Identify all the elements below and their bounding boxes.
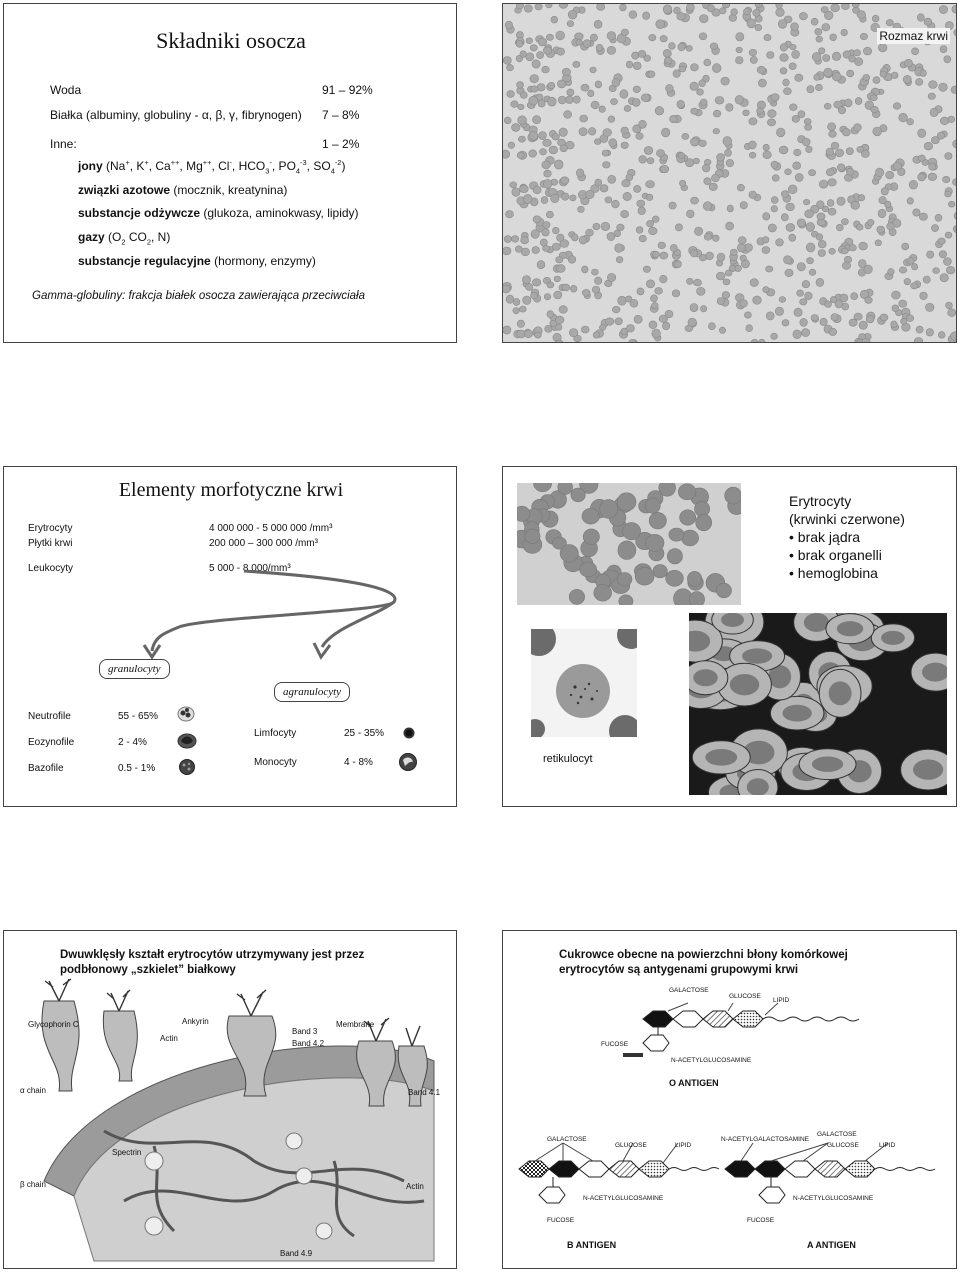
- erythrocytes-heading-2: (krwinki czerwone): [789, 511, 905, 527]
- slide-title-line-2: erytrocytów są antygenami grupowymi krwi: [559, 964, 799, 976]
- slide-blood-group-antigens: [502, 930, 957, 1269]
- membrane-skeleton-diagram: [4, 931, 457, 1269]
- slide-title-line-1: Dwuwklęsły kształt erytrocytów utrzymywany jest przez: [60, 949, 365, 961]
- label-alpha-chain: α chain: [20, 1086, 46, 1095]
- label-band3: Band 3: [292, 1027, 318, 1036]
- granulocyte-value-eosinophils: 2 - 4%: [118, 737, 147, 748]
- label-actin-bottom: Actin: [406, 1182, 424, 1191]
- b-label-nag: N-ACETYLGLUCOSAMINE: [583, 1195, 664, 1202]
- bullet-text: hemoglobina: [797, 565, 878, 581]
- agranulocytes-title: agranulocyty: [274, 682, 350, 702]
- erythrocyte-sem-image: [689, 613, 947, 795]
- water-label: Woda: [50, 83, 82, 97]
- label-band49: Band 4.9: [280, 1249, 313, 1258]
- nutrients-detail: (glukoza, aminokwasy, lipidy): [200, 206, 359, 220]
- slide-formed-elements: [3, 466, 457, 807]
- bullet-no-nucleus: • brak jądra: [789, 529, 861, 545]
- slide-blood-smear: [502, 3, 957, 343]
- bullet-text: brak jądra: [797, 529, 861, 545]
- o-label-galactose: GALACTOSE: [669, 987, 709, 994]
- o-label-lipid: LIPID: [773, 997, 790, 1004]
- slide-plasma-components: [3, 3, 457, 343]
- slide-title: Składniki osocza: [156, 28, 306, 53]
- granulocyte-name-neutrophils: Neutrofile: [28, 711, 71, 722]
- nutrients-label: substancje odżywcze: [78, 206, 201, 220]
- count-value-leukocytes: 5 000 - 8 000/mm³: [209, 563, 291, 574]
- a-label-nag: N-ACETYLGLUCOSAMINE: [793, 1195, 874, 1202]
- a-label-fucose: FUCOSE: [747, 1217, 775, 1224]
- gases-label: gazy: [78, 230, 105, 244]
- a-label-galactose: GALACTOSE: [817, 1131, 857, 1138]
- other-label: Inne:: [50, 137, 77, 151]
- regulatory-row: [78, 254, 316, 268]
- nitrogen-row: [78, 183, 287, 197]
- count-value-platelets: 200 000 – 300 000 /mm³: [209, 538, 318, 549]
- a-label-nagal: N-ACETYLGALACTOSAMINE: [721, 1136, 810, 1143]
- nitrogen-detail: (mocznik, kreatynina): [170, 183, 288, 197]
- slide-erythrocytes: [502, 466, 957, 807]
- reticulocyte-label: retikulocyt: [543, 753, 593, 765]
- neutrophil-icon: [176, 705, 196, 723]
- count-value-erythrocytes: 4 000 000 - 5 000 000 /mm³: [209, 523, 333, 534]
- leukocyte-arrows: [4, 467, 457, 807]
- basophil-icon: [177, 758, 197, 776]
- eosinophil-icon: [176, 732, 198, 750]
- b-antigen-title: B ANTIGEN: [567, 1240, 617, 1250]
- label-band41: Band 4.1: [408, 1088, 441, 1097]
- nutrients-row: [78, 206, 359, 220]
- label-band42: Band 4.2: [292, 1039, 325, 1048]
- a-label-lipid: LIPID: [879, 1142, 896, 1149]
- water-value: 91 – 92%: [322, 83, 373, 97]
- regulatory-detail: (hormony, enzymy): [210, 254, 316, 268]
- b-label-glucose: GLUCOSE: [615, 1142, 647, 1149]
- erythrocyte-smear-image: [517, 483, 741, 605]
- monocyte-icon: [398, 752, 418, 772]
- o-label-fucose: FUCOSE: [601, 1041, 629, 1048]
- label-ankyrin: Ankyrin: [182, 1017, 209, 1026]
- o-label-glucose: GLUCOSE: [729, 993, 761, 1000]
- count-name-platelets: Płytki krwi: [28, 538, 73, 549]
- slide-membrane-skeleton: [3, 930, 457, 1269]
- bullet-text: brak organelli: [797, 547, 882, 563]
- agranulocyte-value-lymphocytes: 25 - 35%: [344, 728, 385, 739]
- agranulocyte-name-monocytes: Monocyty: [254, 757, 297, 768]
- a-label-glucose: GLUCOSE: [827, 1142, 859, 1149]
- bullet-hemoglobin: • hemoglobina: [789, 565, 878, 581]
- ions-row: jony (Na+, K+, Ca++, Mg++, Cl-, $HCO_3^-$, $PO_4^{-3}$, $SO_4^{-2}$): [78, 158, 346, 176]
- granulocyte-name-basophils: Bazofile: [28, 763, 64, 774]
- slide-title: Elementy morfotyczne krwi: [118, 479, 344, 501]
- slide-title-line-2: podbłonowy „szkielet” białkowy: [60, 964, 236, 976]
- o-antigen-title: O ANTIGEN: [669, 1078, 719, 1088]
- regulatory-label: substancje regulacyjne: [78, 254, 211, 268]
- b-label-fucose: FUCOSE: [547, 1217, 575, 1224]
- count-name-erythrocytes: Erytrocyty: [28, 523, 73, 534]
- gases-row: gazy ($O_2$ $CO_2$, N): [78, 230, 171, 247]
- reticulocyte-image: [531, 629, 637, 737]
- protein-value: 7 – 8%: [322, 108, 360, 122]
- label-glycophorin: Glycophorin C: [28, 1020, 79, 1029]
- label-actin-top: Actin: [160, 1034, 178, 1043]
- lymphocyte-icon: [402, 726, 416, 740]
- ions-label: jony: [78, 159, 103, 173]
- protein-detail: (albuminy, globuliny - α, β, γ, fibrynogen): [82, 108, 302, 122]
- bullet-no-organelles: • brak organelli: [789, 547, 882, 563]
- count-name-leukocytes: Leukocyty: [28, 563, 74, 574]
- label-membrane: Membrane: [336, 1020, 375, 1029]
- b-label-lipid: LIPID: [675, 1142, 692, 1149]
- label-spectrin: Spectrin: [112, 1148, 142, 1157]
- granulocyte-name-eosinophils: Eozynofile: [28, 737, 75, 748]
- protein-row: [50, 108, 302, 122]
- a-antigen-title: A ANTIGEN: [807, 1240, 856, 1250]
- b-label-galactose: GALACTOSE: [547, 1136, 587, 1143]
- granulocyte-value-neutrophils: 55 - 65%: [118, 711, 159, 722]
- slide-label: Rozmaz krwi: [879, 29, 948, 43]
- label-beta-chain: β chain: [20, 1180, 46, 1189]
- granulocytes-title: granulocyty: [99, 659, 170, 679]
- agranulocyte-name-lymphocytes: Limfocyty: [254, 728, 297, 739]
- other-value: 1 – 2%: [322, 137, 360, 151]
- slide-title-line-1: Cukrowce obecne na powierzchni błony komórkowej: [559, 949, 848, 961]
- protein-label: Białka: [50, 108, 83, 122]
- erythrocytes-heading-1: Erytrocyty: [789, 493, 852, 509]
- granulocyte-value-basophils: 0.5 - 1%: [118, 763, 156, 774]
- blood-smear-image: [503, 4, 957, 343]
- o-label-nag: N-ACETYLGLUCOSAMINE: [671, 1057, 752, 1064]
- gamma-globulin-note: Gamma-globuliny: frakcja białek osocza zawierająca przeciwciała: [32, 290, 366, 302]
- nitrogen-label: związki azotowe: [78, 183, 171, 197]
- agranulocyte-value-monocytes: 4 - 8%: [344, 757, 373, 768]
